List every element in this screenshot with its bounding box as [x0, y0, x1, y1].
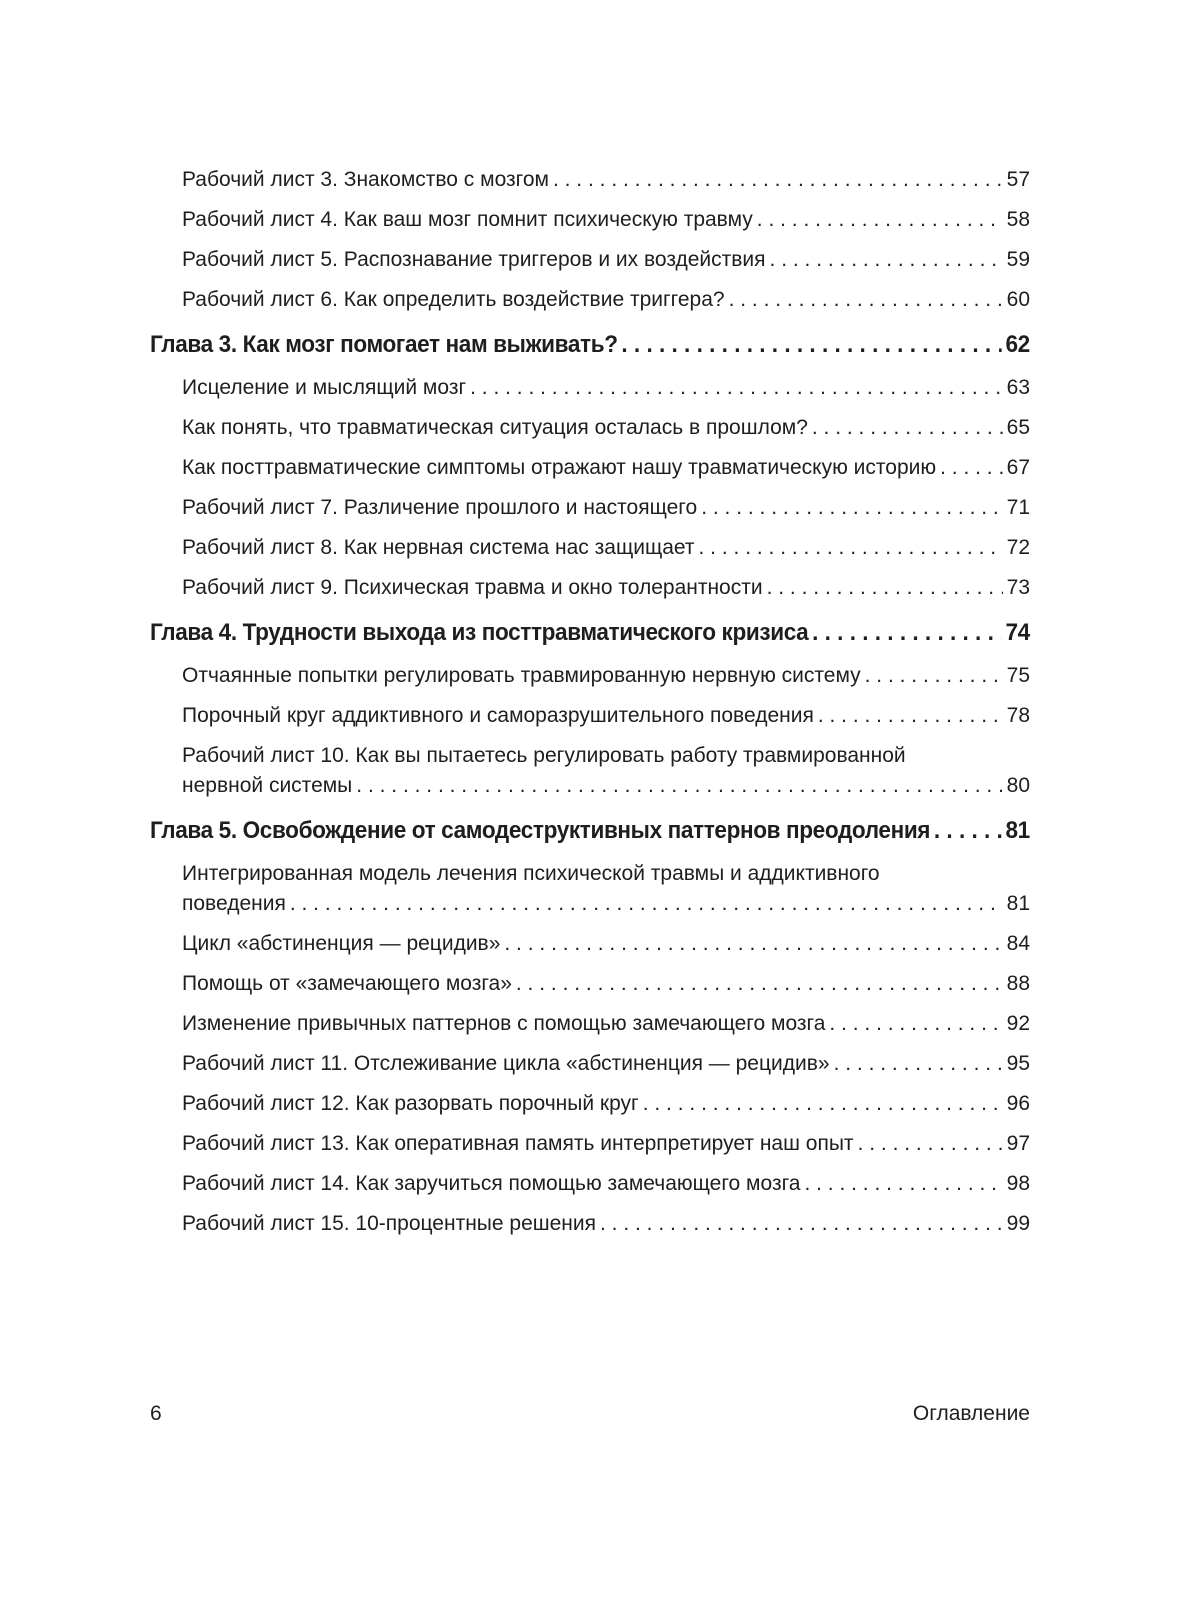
dot-leader	[356, 771, 1002, 801]
dot-leader	[504, 929, 1002, 959]
toc-entry-title: Рабочий лист 11. Отслеживание цикла «абстиненция — рецидив»	[182, 1052, 830, 1075]
toc-entry-title-line2: нервной системы	[182, 774, 353, 797]
toc-entry	[150, 661, 1030, 691]
toc-entry-page: 80	[1006, 774, 1030, 797]
toc-chapter-title: Глава 4. Трудности выхода из посттравматического кризиса	[150, 619, 809, 646]
toc-entry-title: Рабочий лист 7. Различение прошлого и настоящего	[182, 496, 698, 519]
toc-entry-title: Рабочий лист 9. Психическая травма и окно толерантности	[182, 576, 763, 599]
page-footer	[150, 1402, 1030, 1426]
dot-leader	[290, 889, 1003, 919]
toc-entry	[150, 533, 1030, 563]
toc-entry	[150, 285, 1030, 315]
toc-entry-page: 81	[1006, 892, 1030, 915]
dot-leader	[757, 205, 1003, 235]
toc-entry-title: Как понять, что травматическая ситуация осталась в прошлом?	[182, 416, 808, 439]
toc-entry-page: 59	[1006, 248, 1030, 271]
toc-entry	[150, 493, 1030, 523]
toc-entry-title: Рабочий лист 4. Как ваш мозг помнит психическую травму	[182, 208, 753, 231]
toc-chapter	[150, 329, 1030, 361]
toc-entry-title: Как посттравматические симптомы отражают нашу травматическую историю	[182, 456, 937, 479]
toc-entry	[150, 741, 1030, 801]
toc-entry-title-line2: поведения	[182, 892, 286, 915]
toc-entry-page: 95	[1006, 1052, 1030, 1075]
dot-leader	[934, 815, 1002, 847]
toc-entry-page: 97	[1006, 1132, 1030, 1155]
toc-entry	[150, 165, 1030, 195]
toc-entry-title: Порочный круг аддиктивного и саморазрушительного поведения	[182, 704, 814, 727]
toc-entry-page: 58	[1006, 208, 1030, 231]
toc-entry-page: 63	[1006, 376, 1030, 399]
running-title: Оглавление	[912, 1402, 1030, 1425]
dot-leader	[812, 413, 1003, 443]
dot-leader	[812, 617, 1002, 649]
toc-entry-page: 78	[1006, 704, 1030, 727]
toc-entry-title-line1: Интегрированная модель лечения психической травмы и аддиктивного	[182, 862, 880, 885]
toc-entry	[150, 1009, 1030, 1039]
toc-chapter-title: Глава 5. Освобождение от самодеструктивных паттернов преодоления	[150, 817, 931, 844]
dot-leader	[600, 1209, 1003, 1239]
toc-entry-page: 72	[1006, 536, 1030, 559]
toc-entry-title: Рабочий лист 3. Знакомство с мозгом	[182, 168, 549, 191]
toc-entry-page: 84	[1006, 932, 1030, 955]
toc-entry-title: Рабочий лист 15. 10-процентные решения	[182, 1212, 596, 1235]
toc-entry-line2	[182, 771, 1030, 801]
toc-entry-page: 67	[1006, 456, 1030, 479]
dot-leader	[553, 165, 1003, 195]
toc-entry-page: 92	[1006, 1012, 1030, 1035]
page-number: 6	[150, 1402, 162, 1425]
dot-leader	[818, 701, 1003, 731]
toc-entry-line2	[182, 889, 1030, 919]
dot-leader	[701, 493, 1002, 523]
toc-entry	[150, 413, 1030, 443]
toc-entry	[150, 1089, 1030, 1119]
toc-entry	[150, 205, 1030, 235]
toc-entry-page: 96	[1006, 1092, 1030, 1115]
toc-entry-title: Исцеление и мыслящий мозг	[182, 376, 467, 399]
toc-entry-page: 71	[1006, 496, 1030, 519]
dot-leader	[770, 245, 1003, 275]
toc-entry-page: 75	[1006, 664, 1030, 687]
toc-entry-title: Изменение привычных паттернов с помощью замечающего мозга	[182, 1012, 826, 1035]
toc-entry-title: Рабочий лист 5. Распознавание триггеров и их воздействия	[182, 248, 766, 271]
toc-entry	[150, 573, 1030, 603]
toc-chapter-page: 62	[1005, 331, 1030, 358]
toc-entry-title: Отчаянные попытки регулировать травмированную нервную систему	[182, 664, 861, 687]
toc-entry-title-line1: Рабочий лист 10. Как вы пытаетесь регулировать работу травмированной	[182, 744, 906, 767]
dot-leader	[699, 533, 1003, 563]
toc-entry-page: 98	[1006, 1172, 1030, 1195]
toc-entry-title: Рабочий лист 6. Как определить воздействие триггера?	[182, 288, 725, 311]
toc-entry-title: Цикл «абстиненция — рецидив»	[182, 932, 501, 955]
dot-leader	[940, 453, 1003, 483]
toc-entry	[150, 245, 1030, 275]
toc-entry-page: 65	[1006, 416, 1030, 439]
toc-entry-title: Рабочий лист 13. Как оперативная память интерпретирует наш опыт	[182, 1132, 854, 1155]
toc-entry	[150, 929, 1030, 959]
dot-leader	[858, 1129, 1003, 1159]
dot-leader	[829, 1009, 1002, 1039]
dot-leader	[621, 329, 1001, 361]
toc-entry-page: 88	[1006, 972, 1030, 995]
toc-entry	[150, 1209, 1030, 1239]
dot-leader	[865, 661, 1003, 691]
dot-leader	[767, 573, 1003, 603]
toc-chapter-title: Глава 3. Как мозг помогает нам выживать?	[150, 331, 618, 358]
table-of-contents	[150, 165, 1030, 1249]
toc-entry-page: 73	[1006, 576, 1030, 599]
dot-leader	[643, 1089, 1003, 1119]
toc-chapter	[150, 617, 1030, 649]
toc-entry-page: 99	[1006, 1212, 1030, 1235]
toc-chapter	[150, 815, 1030, 847]
dot-leader	[729, 285, 1003, 315]
toc-entry-page: 57	[1006, 168, 1030, 191]
toc-entry	[150, 1129, 1030, 1159]
toc-entry	[150, 373, 1030, 403]
toc-entry-title: Помощь от «замечающего мозга»	[182, 972, 512, 995]
dot-leader	[834, 1049, 1003, 1079]
toc-entry	[150, 453, 1030, 483]
dot-leader	[804, 1169, 1002, 1199]
toc-chapter-page: 74	[1005, 619, 1030, 646]
toc-chapter-page: 81	[1005, 817, 1030, 844]
dot-leader	[516, 969, 1003, 999]
toc-entry	[150, 701, 1030, 731]
toc-entry-title: Рабочий лист 12. Как разорвать порочный круг	[182, 1092, 639, 1115]
toc-entry-page: 60	[1006, 288, 1030, 311]
toc-entry-title: Рабочий лист 8. Как нервная система нас защищает	[182, 536, 695, 559]
toc-entry-title: Рабочий лист 14. Как заручиться помощью замечающего мозга	[182, 1172, 801, 1195]
toc-entry	[150, 1049, 1030, 1079]
dot-leader	[470, 373, 1003, 403]
toc-entry	[150, 1169, 1030, 1199]
toc-entry	[150, 969, 1030, 999]
toc-entry	[150, 859, 1030, 919]
